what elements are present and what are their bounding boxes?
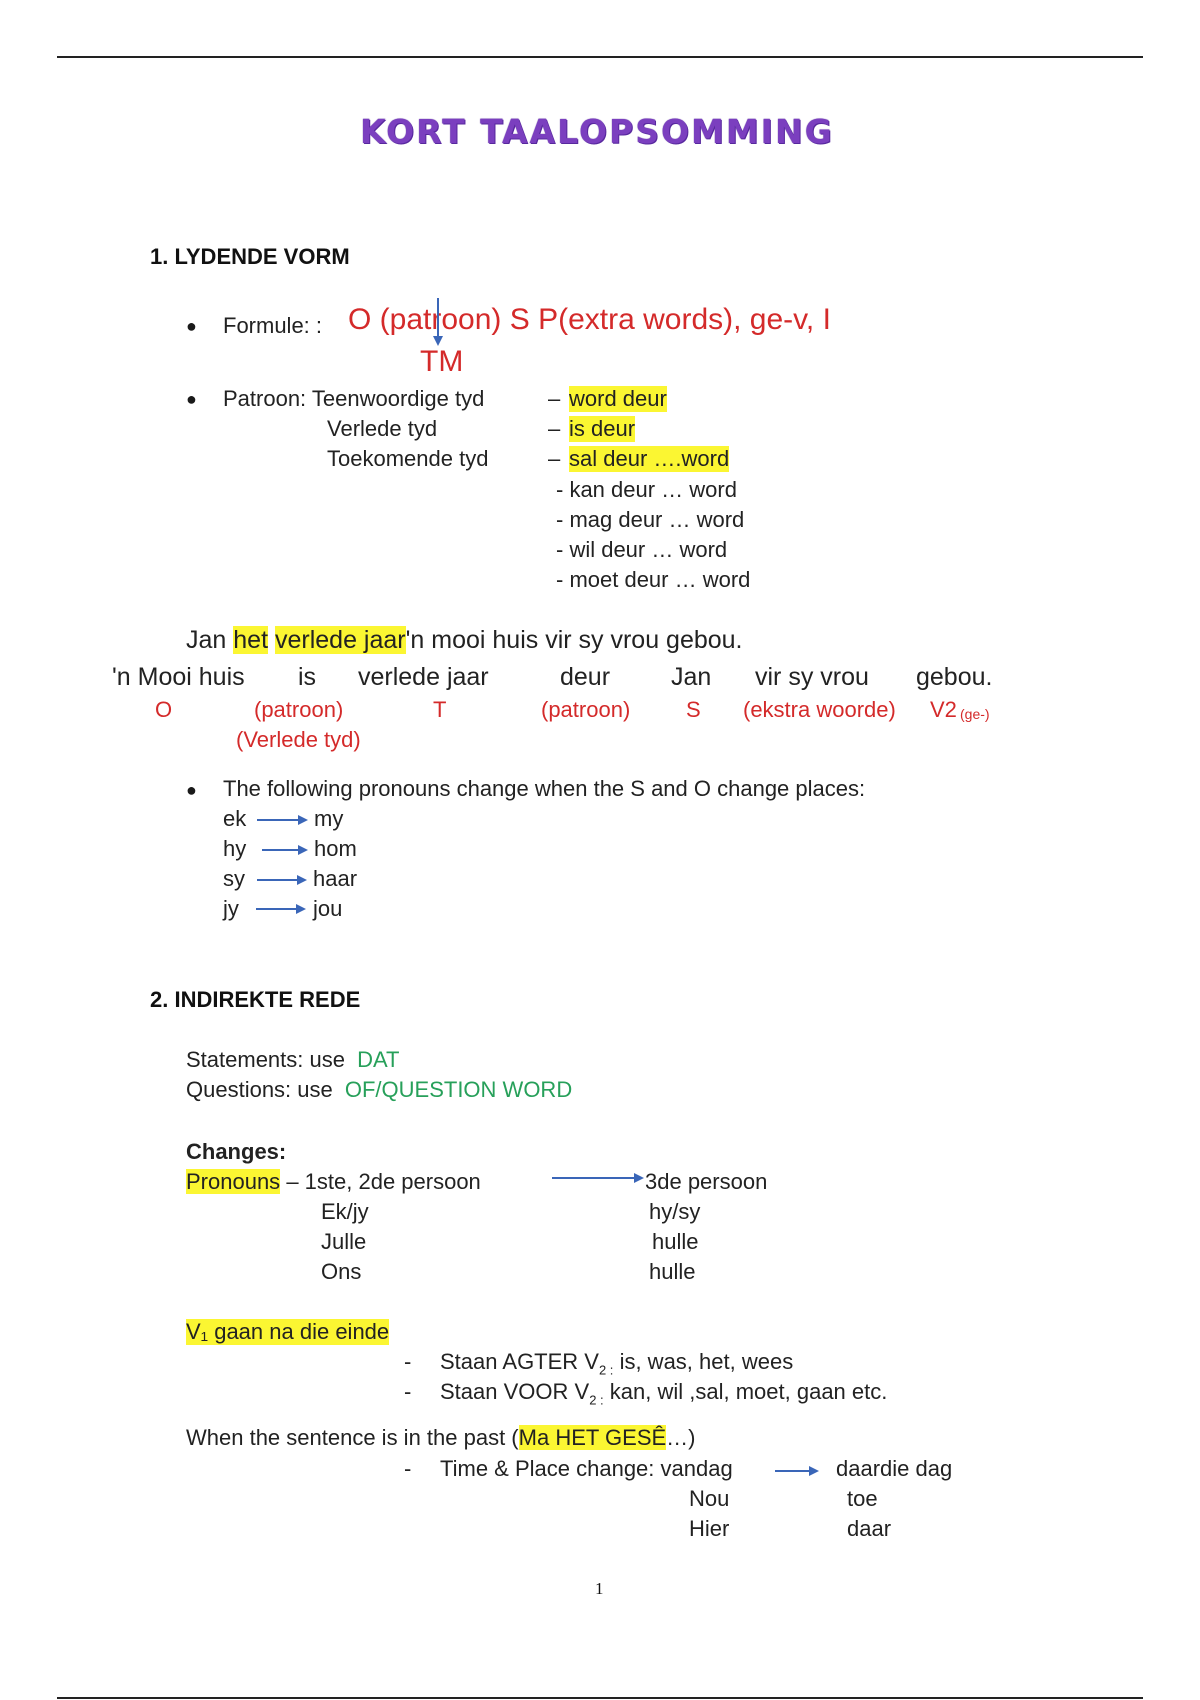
dash: – — [548, 386, 561, 411]
dash: – — [548, 446, 561, 471]
verlede-tyd: Verlede tyd — [327, 416, 438, 441]
pronoun-from: sy — [223, 866, 245, 891]
voor-sub: 2 : — [589, 1392, 604, 1408]
bullet-icon: ● — [186, 316, 197, 336]
pattern-present: word deur — [569, 386, 667, 411]
example-label: T — [433, 697, 447, 722]
pronoun-to: hom — [314, 836, 357, 861]
past-line — [186, 1425, 696, 1451]
top-rule — [57, 56, 1143, 58]
statements-label: Statements: use — [186, 1047, 345, 1072]
pronoun-right: hy/sy — [649, 1199, 701, 1224]
bottom-rule — [57, 1697, 1143, 1699]
formula-tm: TM — [420, 345, 464, 378]
voor-line — [440, 1379, 887, 1407]
page-number: 1 — [595, 1579, 604, 1598]
pattern-moet: - moet deur … word — [556, 567, 751, 592]
page-title: KORT TAALOPSOMMING — [360, 112, 834, 151]
questions-line — [186, 1077, 572, 1103]
pronoun-left: Ons — [321, 1259, 362, 1284]
section-2-heading: 2. INDIREKTE REDE — [150, 987, 361, 1012]
arrow-icon — [257, 819, 299, 821]
bullet-icon: ● — [186, 780, 197, 800]
agter-sub: 2 : — [598, 1362, 614, 1378]
arrow-head-icon — [809, 1466, 819, 1476]
v1-rule: V₁ gaan na die einde — [186, 1319, 390, 1344]
word-het: het — [233, 626, 269, 654]
pronoun-to: my — [314, 806, 344, 831]
statements-line — [186, 1047, 399, 1073]
pronouns-line — [186, 1169, 481, 1195]
past-pre: When the sentence is in the past ( — [186, 1425, 519, 1450]
past-post: …) — [666, 1425, 696, 1450]
pattern-past: is deur — [569, 416, 636, 441]
pattern-future: sal deur ….word — [569, 446, 730, 471]
agter-label: Staan AGTER V — [440, 1349, 599, 1374]
pronoun-from: hy — [223, 836, 247, 861]
example-word: is — [298, 663, 317, 691]
pronoun-left: Ek/jy — [321, 1199, 369, 1224]
arrow-head-icon — [296, 904, 306, 914]
agter-words: is, was, het, wees — [619, 1349, 794, 1374]
arrow-head-icon — [634, 1173, 644, 1183]
pronouns-intro: The following pronouns change when the S and O change places: — [223, 776, 866, 801]
example-word: verlede jaar — [358, 663, 489, 691]
arrow-icon — [256, 908, 296, 910]
example-label: (patroon) — [541, 697, 631, 722]
bullet-icon: ● — [186, 389, 197, 409]
voor-words: kan, wil ,sal, moet, gaan etc. — [609, 1379, 888, 1404]
down-arrow-icon — [432, 296, 444, 350]
voor-label: Staan VOOR V — [440, 1379, 590, 1404]
statements-keyword: DAT — [357, 1047, 400, 1072]
agter-line — [440, 1349, 793, 1377]
example-label-verlede-tyd: (Verlede tyd) — [236, 727, 361, 752]
word: Jan — [186, 626, 227, 654]
section-1-heading: 1. LYDENDE VORM — [150, 244, 350, 269]
example-word: vir sy vrou — [755, 663, 869, 691]
daardie-dag: daardie dag — [836, 1456, 953, 1481]
example-word: deur — [560, 663, 611, 691]
tp-right: daar — [847, 1516, 892, 1541]
list-dash: - — [404, 1379, 412, 1404]
pronoun-to: haar — [313, 866, 358, 891]
pattern-mag: - mag deur … word — [556, 507, 745, 532]
dash: – — [548, 416, 561, 441]
arrow-head-icon — [297, 875, 307, 885]
example-label: S — [686, 697, 701, 722]
arrow-icon — [262, 849, 299, 851]
questions-label: Questions: use — [186, 1077, 333, 1102]
pronoun-right: hulle — [652, 1229, 699, 1254]
pronoun-left: Julle — [321, 1229, 367, 1254]
pronouns-rest: – 1ste, 2de persoon — [286, 1169, 481, 1194]
example-label: V2 — [930, 697, 957, 722]
tp-left: Nou — [689, 1486, 730, 1511]
tp-right: toe — [847, 1486, 878, 1511]
tp-left: Hier — [689, 1516, 730, 1541]
arrow-head-icon — [298, 815, 308, 825]
pronoun-from: ek — [223, 806, 247, 831]
pronoun-to: jou — [313, 896, 343, 921]
word: 'n mooi huis vir sy vrou gebou. — [405, 626, 743, 654]
formula-label: Formule: : — [223, 313, 323, 338]
example-label: (patroon) — [254, 697, 344, 722]
changes-heading: Changes: — [186, 1139, 287, 1164]
arrow-icon — [775, 1470, 809, 1472]
arrow-icon — [257, 879, 297, 881]
example-word: 'n Mooi huis — [112, 663, 245, 691]
example-label-ge: (ge-) — [960, 706, 990, 722]
time-place: Time & Place change: vandag — [440, 1456, 733, 1481]
pattern-kan: - kan deur … word — [556, 477, 737, 502]
arrow-icon — [552, 1177, 634, 1179]
patroon-label: Patroon: Teenwoordige tyd — [223, 386, 485, 411]
example-label: O — [155, 697, 173, 722]
pattern-wil: - wil deur … word — [556, 537, 728, 562]
pronoun-from: jy — [223, 896, 239, 921]
example-word: gebou. — [916, 663, 993, 691]
third-person: 3de persoon — [645, 1169, 768, 1194]
list-dash: - — [404, 1456, 412, 1481]
pronoun-right: hulle — [649, 1259, 696, 1284]
arrow-head-icon — [298, 845, 308, 855]
word-verlede-jaar: verlede jaar — [274, 626, 406, 654]
formula: O (patroon) S P(extra words), ge-v, I — [348, 303, 831, 336]
past-highlight: Ma HET GESÊ — [518, 1425, 667, 1450]
example-word: Jan — [671, 663, 712, 691]
list-dash: - — [404, 1349, 412, 1374]
toekomende-tyd: Toekomende tyd — [327, 446, 489, 471]
example-sentence-active — [186, 626, 743, 655]
example-label: (ekstra woorde) — [743, 697, 896, 722]
pronouns-highlight: Pronouns — [186, 1169, 281, 1194]
questions-keyword: OF/QUESTION WORD — [344, 1077, 573, 1102]
